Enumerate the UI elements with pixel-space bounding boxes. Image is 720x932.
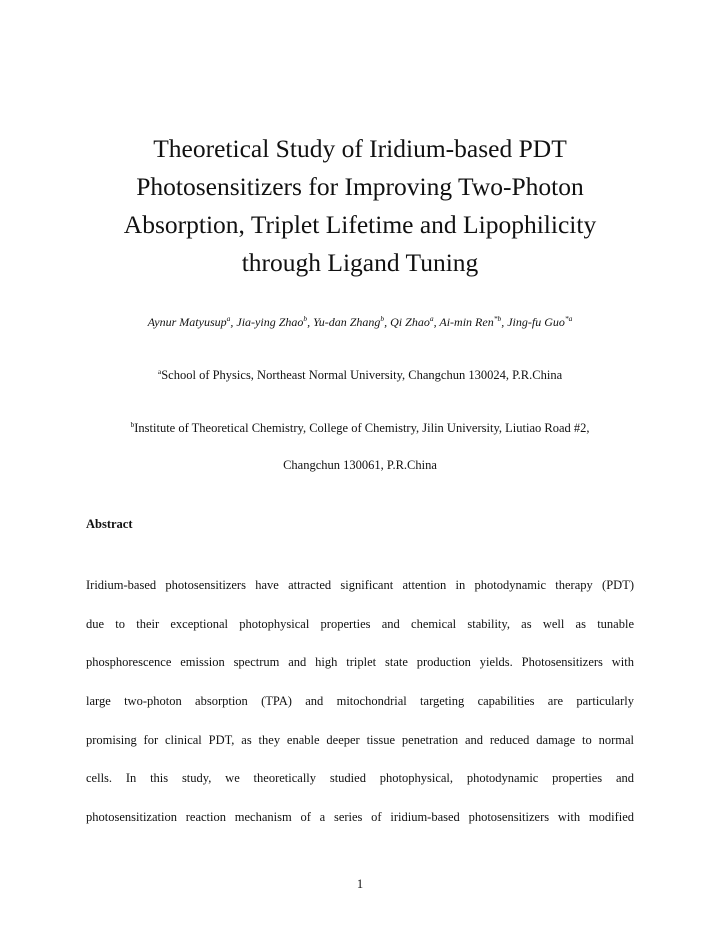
abstract-line: photosensitization reaction mechanism of a series of iridium-based photosensitizers with modified (86, 810, 634, 825)
author-list (60, 314, 660, 330)
author-name: Yu-dan Zhang (313, 315, 381, 329)
paper-title (60, 130, 660, 282)
author-name: Jia-ying Zhao (236, 315, 304, 329)
author-name: Qi Zhao (390, 315, 430, 329)
author-affiliation-mark: *b (493, 314, 502, 323)
title-line-2: Photosensitizers for Improving Two-Photon (136, 172, 584, 201)
abstract-line: due to their exceptional photophysical properties and chemical stability, as well as tunable (86, 616, 634, 631)
author-separator: , (433, 315, 440, 329)
title-line-3: Absorption, Triplet Lifetime and Lipophilicity (123, 210, 597, 239)
affiliation-mark: b (130, 419, 135, 429)
abstract-line: cells. In this study, we theoretically studied photophysical, photodynamic properties and (86, 771, 634, 786)
author-name: Jing-fu Guo (507, 315, 565, 329)
author-separator: , (230, 315, 237, 329)
abstract-line: phosphorescence emission spectrum and high triplet state production yields. Photosensitizers with (86, 655, 634, 670)
affiliation-mark: a (157, 366, 162, 376)
affiliation-a (60, 367, 660, 383)
title-line-4: through Ligand Tuning (241, 248, 479, 277)
abstract-line: large two-photon absorption (TPA) and mitochondrial targeting capabilities are particularly (86, 694, 634, 709)
affiliation-text: Institute of Theoretical Chemistry, College of Chemistry, Jilin University, Liutiao Road #2, (134, 421, 590, 435)
author-affiliation-mark: b (303, 314, 308, 323)
page-number: 1 (356, 877, 364, 891)
abstract-body (86, 577, 634, 825)
title-line-1: Theoretical Study of Iridium-based PDT (153, 134, 567, 163)
author-affiliation-mark: b (380, 314, 385, 323)
abstract-line: Iridium-based photosensitizers have attracted significant attention in photodynamic therapy (PDT) (86, 578, 634, 592)
author-separator: , (384, 315, 391, 329)
author-affiliation-mark: a (226, 314, 231, 323)
author-separator: , (501, 315, 508, 329)
affiliation-text: School of Physics, Northeast Normal University, Changchun 130024, P.R.China (161, 368, 563, 382)
author-affiliation-mark: *a (564, 314, 573, 323)
abstract-line: promising for clinical PDT, as they enable deeper tissue penetration and reduced damage to normal (86, 732, 634, 747)
author-name: Ai-min Ren (439, 315, 494, 329)
affiliation-text: Changchun 130061, P.R.China (283, 458, 437, 472)
abstract-heading: Abstract (86, 517, 133, 531)
author-name: Aynur Matyusup (147, 315, 227, 329)
author-separator: , (307, 315, 314, 329)
affiliation-b (60, 420, 660, 436)
affiliation-b-continued (60, 457, 660, 473)
author-affiliation-mark: a (429, 314, 434, 323)
